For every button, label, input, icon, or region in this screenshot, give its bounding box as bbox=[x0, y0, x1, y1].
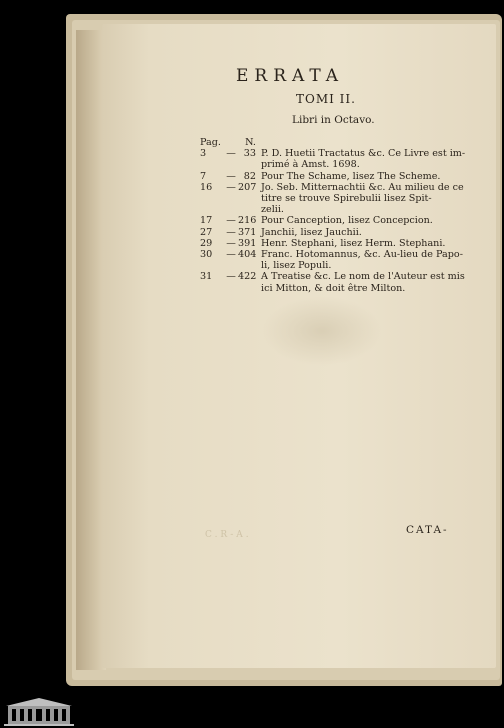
number-column-header: N. bbox=[245, 137, 256, 148]
entry-dash bbox=[224, 204, 238, 215]
page-column-header: Pag. bbox=[200, 137, 221, 148]
entry-page: 7 bbox=[200, 170, 207, 182]
entry-page bbox=[200, 260, 224, 271]
entry-text: ici Mitton, & doit être Milton. bbox=[261, 282, 406, 294]
errata-entry bbox=[200, 249, 470, 260]
entry-number bbox=[238, 260, 261, 271]
entry-page bbox=[200, 204, 224, 215]
entry-number: 404 bbox=[238, 249, 257, 261]
entry-text: Pour Canception, lisez Concepcion. bbox=[261, 215, 433, 227]
entry-page: 30 bbox=[200, 249, 213, 261]
entry-page: 29 bbox=[200, 237, 213, 249]
errata-entry bbox=[200, 215, 470, 226]
entry-page: 27 bbox=[200, 226, 213, 238]
errata-entry bbox=[200, 171, 470, 182]
bleed-through-text: C.R-A. bbox=[205, 530, 252, 540]
entry-page bbox=[200, 283, 224, 294]
entry-dash: — bbox=[226, 148, 236, 160]
entry-number bbox=[238, 283, 261, 294]
entry-text: Janchii, lisez Jauchii. bbox=[261, 226, 362, 238]
errata-entry bbox=[200, 148, 470, 159]
entry-dash: — bbox=[226, 249, 236, 261]
entry-number: 33 bbox=[243, 148, 256, 160]
errata-entry bbox=[200, 283, 470, 294]
entry-number: 216 bbox=[238, 215, 257, 227]
entry-page bbox=[200, 159, 224, 170]
entry-page: 3 bbox=[200, 148, 207, 160]
errata-entry bbox=[200, 193, 470, 204]
entry-text: primé à Amst. 1698. bbox=[261, 159, 360, 171]
entry-dash bbox=[224, 283, 238, 294]
entry-number: 391 bbox=[238, 237, 257, 249]
library-building-logo bbox=[0, 696, 78, 728]
entry-number bbox=[238, 159, 261, 170]
entry-number: 207 bbox=[238, 181, 257, 193]
entry-dash: — bbox=[226, 215, 236, 227]
errata-entry bbox=[200, 182, 470, 193]
entry-text: P. D. Huetii Tractatus &c. Ce Livre est im- bbox=[261, 148, 466, 160]
entry-number bbox=[238, 204, 261, 215]
entry-number bbox=[238, 193, 261, 204]
entry-dash: — bbox=[226, 181, 236, 193]
entry-page: 16 bbox=[200, 181, 213, 193]
entry-dash: — bbox=[226, 170, 236, 182]
errata-entry bbox=[200, 238, 470, 249]
entry-dash bbox=[224, 193, 238, 204]
section-heading: Libri in Octavo. bbox=[292, 114, 375, 126]
entry-dash: — bbox=[226, 271, 236, 283]
entry-dash: — bbox=[226, 226, 236, 238]
volume-heading: TOMI II. bbox=[296, 92, 356, 106]
column-header-row bbox=[200, 137, 470, 148]
entry-text: li, lisez Populi. bbox=[261, 260, 332, 272]
entry-dash bbox=[224, 260, 238, 271]
errata-entry bbox=[200, 271, 470, 282]
entry-text: Jo. Seb. Mitternachtii &c. Au milieu de ce bbox=[261, 181, 464, 193]
entry-text: Pour The Schame, lisez The Scheme. bbox=[261, 170, 441, 182]
entry-dash bbox=[224, 159, 238, 170]
errata-entry bbox=[200, 159, 470, 170]
entry-text: Henr. Stephani, lisez Herm. Stephani. bbox=[261, 237, 446, 249]
errata-entry bbox=[200, 227, 470, 238]
catchword: CATA- bbox=[406, 524, 449, 536]
errata-entry bbox=[200, 204, 470, 215]
entry-text: Franc. Hotomannus, &c. Au-lieu de Papo- bbox=[261, 249, 463, 261]
entry-number: 422 bbox=[238, 271, 257, 283]
entry-number: 82 bbox=[243, 170, 256, 182]
entry-page: 17 bbox=[200, 215, 213, 227]
errata-list bbox=[200, 137, 470, 294]
entry-page bbox=[200, 193, 224, 204]
entry-text: titre se trouve Spirebulii lisez Spit- bbox=[261, 193, 432, 205]
page-title: ERRATA bbox=[236, 66, 345, 86]
errata-entry bbox=[200, 260, 470, 271]
entry-page: 31 bbox=[200, 271, 213, 283]
entry-text: A Treatise &c. Le nom de l'Auteur est mis bbox=[261, 271, 465, 283]
entry-dash: — bbox=[226, 237, 236, 249]
entry-number: 371 bbox=[238, 226, 257, 238]
paper-stain bbox=[262, 296, 382, 366]
entry-text: zelii. bbox=[261, 204, 284, 216]
